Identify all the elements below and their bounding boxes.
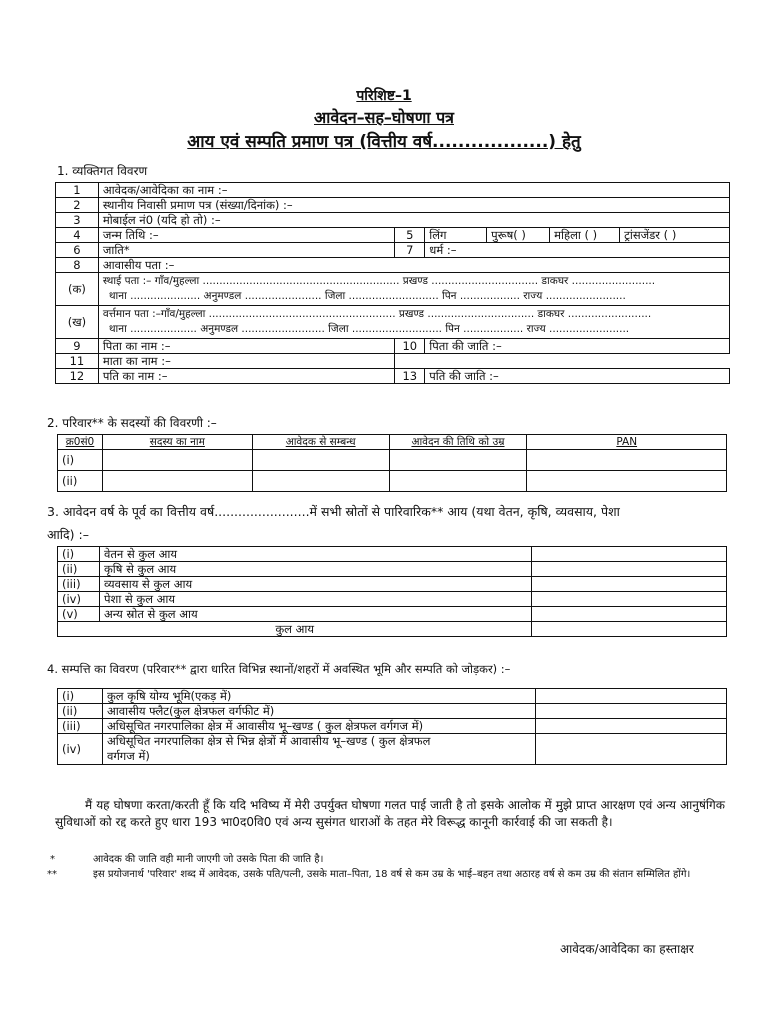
income-label: अन्य स्रोत से कुल आय <box>99 607 531 622</box>
form-title: आवेदन–सह–घोषणा पत्र <box>314 108 454 127</box>
current-address-line1: वर्त्तमान पता :–गाँव/मुहल्ला ........................................................ प्रखण्ड ................................ डाकघर ......................... <box>102 308 652 320</box>
table-row <box>58 607 727 622</box>
permanent-address-line2: थाना ..................... अनुमण्डल ....................... जिला ........................... पिन .................. राज्य ........................ <box>108 290 626 302</box>
applicant-name-field[interactable]: आवेदक/आवेदिका का नाम :– <box>98 183 729 198</box>
annex-title: परिशिष्ट–1 <box>356 88 412 104</box>
table-row <box>58 719 727 734</box>
row-number: (iii) <box>58 577 100 592</box>
row-number: 4 <box>56 228 99 243</box>
current-address-line2: थाना .................... अनुमण्डल ......................... जिला ........................... पिन .................. राज्य ........................ <box>108 323 630 335</box>
table-row <box>56 258 730 273</box>
income-value-cell[interactable] <box>532 562 727 577</box>
row-number: 12 <box>56 369 99 384</box>
income-value-cell[interactable] <box>532 592 727 607</box>
signature-label: आवेदक/आवेदिका का हस्ताक्षर <box>560 942 694 956</box>
father-name-field[interactable]: पिता का नाम :– <box>98 339 394 354</box>
age-cell[interactable] <box>389 471 527 492</box>
row-number: 5 <box>395 228 425 243</box>
column-header: PAN <box>527 435 727 450</box>
age-cell[interactable] <box>389 450 527 471</box>
table-row <box>58 471 727 492</box>
income-table <box>57 546 727 637</box>
gender-trans-option[interactable]: ट्रांसजेंडर ( ) <box>620 228 730 243</box>
income-value-cell[interactable] <box>532 577 727 592</box>
row-number: 11 <box>56 354 99 369</box>
section3-heading-line1: 3. आवेदन वर्ष के पूर्व का वित्तीय वर्ष........................में सभी स्रोतों से पारिवारिक** आय (यथा वेतन, कृषि, व्यवसाय, पेशा <box>47 504 620 519</box>
row-number: (ख) <box>56 306 99 339</box>
row-number: (iii) <box>58 719 103 734</box>
property-value-cell[interactable] <box>535 734 726 765</box>
column-header: आवेदन की तिथि को उम्र <box>389 435 527 450</box>
table-row <box>58 622 727 637</box>
column-header: सदस्य का नाम <box>102 435 252 450</box>
form-subtitle: आय एवं सम्पति प्रमाण पत्र (वित्तीय वर्ष..................) हेतु <box>187 132 581 152</box>
table-row <box>58 547 727 562</box>
section3-heading-line2: आदि) :– <box>47 527 89 542</box>
row-number: 7 <box>395 243 425 258</box>
row-number: 9 <box>56 339 99 354</box>
section2-heading: 2. परिवार** के सदस्यों की विवरणी :– <box>47 416 217 430</box>
table-row <box>58 704 727 719</box>
pan-cell[interactable] <box>527 450 727 471</box>
gender-label: लिंग <box>425 228 487 243</box>
row-number: (iv) <box>58 734 103 765</box>
father-caste-field[interactable]: पिता की जाति :– <box>425 339 730 354</box>
table-row <box>58 577 727 592</box>
row-number: (i) <box>58 450 103 471</box>
table-row <box>56 243 730 258</box>
table-row <box>58 562 727 577</box>
permanent-address-line1: स्थाई पता :– गाँव/मुहल्ला ........................................................... प्रखण्ड ................................ डाकघर ......................... <box>102 275 656 287</box>
row-number: 8 <box>56 258 99 273</box>
income-value-cell[interactable] <box>532 607 727 622</box>
income-value-cell[interactable] <box>532 547 727 562</box>
table-row <box>56 369 730 384</box>
husband-caste-field[interactable]: पति की जाति :– <box>425 369 730 384</box>
section4-heading: 4. सम्पत्ति का विवरण (परिवार** द्वारा धारित विभिन्न स्थानों/शहरों में अवस्थित भूमि और सम्पति को जोड़कर) :– <box>47 662 511 676</box>
row-number: (v) <box>58 607 100 622</box>
residence-certificate-field[interactable]: स्थानीय निवासी प्रमाण पत्र (संख्या/दिनांक) :– <box>98 198 729 213</box>
table-row <box>56 306 730 339</box>
row-number: (ii) <box>58 471 103 492</box>
note-marker: ** <box>47 869 57 880</box>
row-number: 10 <box>395 339 425 354</box>
income-label: कृषि से कुल आय <box>99 562 531 577</box>
property-label <box>102 734 535 765</box>
table-row <box>58 592 727 607</box>
member-name-cell[interactable] <box>102 471 252 492</box>
row-number: 1 <box>56 183 99 198</box>
property-table <box>57 688 727 765</box>
permanent-address-field[interactable] <box>98 273 729 306</box>
gender-male-option[interactable]: पुरूष( ) <box>487 228 550 243</box>
mobile-field[interactable]: मोबाईल नं0 (यदि हो तो) :– <box>98 213 729 228</box>
table-row <box>58 734 727 765</box>
row-number: (i) <box>58 547 100 562</box>
income-label: वेतन से कुल आय <box>99 547 531 562</box>
property-value-cell[interactable] <box>535 689 726 704</box>
table-row <box>56 339 730 354</box>
property-label-line1: अधिसूचित नगरपालिका क्षेत्र से भिन्न क्षेत्रों में आवासीय भू–खण्ड ( कुल क्षेत्रफल <box>106 734 431 748</box>
table-header-row <box>58 435 727 450</box>
table-row <box>56 354 730 369</box>
member-name-cell[interactable] <box>102 450 252 471</box>
gender-female-option[interactable]: महिला ( ) <box>550 228 620 243</box>
mother-name-field[interactable]: माता का नाम :– <box>98 354 394 369</box>
note-family: इस प्रयोजनार्थ 'परिवार' शब्द में आवेदक, उसके पति/पत्नी, उसके माता–पिता, 18 वर्ष से कम उम्र के भाई–बहन तथा अठारह वर्ष से कम उम्र की संतान सम्मिलित होंगे। <box>93 869 691 880</box>
row-number: (ii) <box>58 704 103 719</box>
column-header: क्र0सं0 <box>58 435 103 450</box>
row-number: 2 <box>56 198 99 213</box>
income-label: व्यवसाय से कुल आय <box>99 577 531 592</box>
property-label-line2: वर्गगज में) <box>106 749 150 763</box>
total-income-label: कुल आय <box>58 622 532 637</box>
row-number: (क) <box>56 273 99 306</box>
income-label: पेशा से कुल आय <box>99 592 531 607</box>
row-number: (ii) <box>58 562 100 577</box>
table-row <box>56 198 730 213</box>
row-number: 3 <box>56 213 99 228</box>
row-number: 13 <box>395 369 425 384</box>
personal-details-table <box>55 182 730 384</box>
religion-field[interactable]: धर्म :– <box>425 243 730 258</box>
caste-field[interactable]: जाति* <box>98 243 394 258</box>
note-marker: * <box>50 854 55 865</box>
relation-cell[interactable] <box>252 450 389 471</box>
property-value-cell[interactable] <box>535 704 726 719</box>
property-label: अधिसूचित नगरपालिका क्षेत्र में आवासीय भू–खण्ड ( कुल क्षेत्रफल वर्गगज में) <box>102 719 535 734</box>
husband-name-field[interactable]: पति का नाम :– <box>98 369 394 384</box>
row-number: (iv) <box>58 592 100 607</box>
property-label: आवासीय फ्लैट(कुल क्षेत्रफल वर्गफीट में) <box>102 704 535 719</box>
table-row <box>56 213 730 228</box>
row-number: (i) <box>58 689 103 704</box>
address-label: आवासीय पता :– <box>98 258 729 273</box>
row-number: 6 <box>56 243 99 258</box>
total-income-cell[interactable] <box>532 622 727 637</box>
property-value-cell[interactable] <box>535 719 726 734</box>
dob-field[interactable]: जन्म तिथि :– <box>98 228 394 243</box>
note-caste: आवेदक की जाति वही मानी जाएगी जो उसके पिता की जाति है। <box>93 854 324 865</box>
relation-cell[interactable] <box>252 471 389 492</box>
column-header: आवेदक से सम्बन्ध <box>252 435 389 450</box>
table-row <box>56 273 730 306</box>
table-row <box>58 450 727 471</box>
pan-cell[interactable] <box>527 471 727 492</box>
current-address-field[interactable] <box>98 306 729 339</box>
property-label: कुल कृषि योग्य भूमि(एकड़ में) <box>102 689 535 704</box>
table-row <box>56 228 730 243</box>
section1-heading: 1. व्यक्तिगत विवरण <box>57 164 148 178</box>
table-row <box>58 689 727 704</box>
declaration-text: मैं यह घोषणा करता/करती हूँ कि यदि भविष्य में मेरी उपर्युक्त घोषणा गलत पाई जाती है तो इसके आलोक में मुझे प्राप्त आरक्षण एवं अन्य आनुषंगिक सुविधाओं को रद्द करते हुए धारा 193 भा0द0वि0 एवं अन्य सुसंगत धाराओं के तहत मेरे विरूद्ध कानूनी कार्रवाई की जा सकती है। <box>55 798 725 829</box>
table-row <box>56 183 730 198</box>
family-members-table <box>57 434 727 492</box>
